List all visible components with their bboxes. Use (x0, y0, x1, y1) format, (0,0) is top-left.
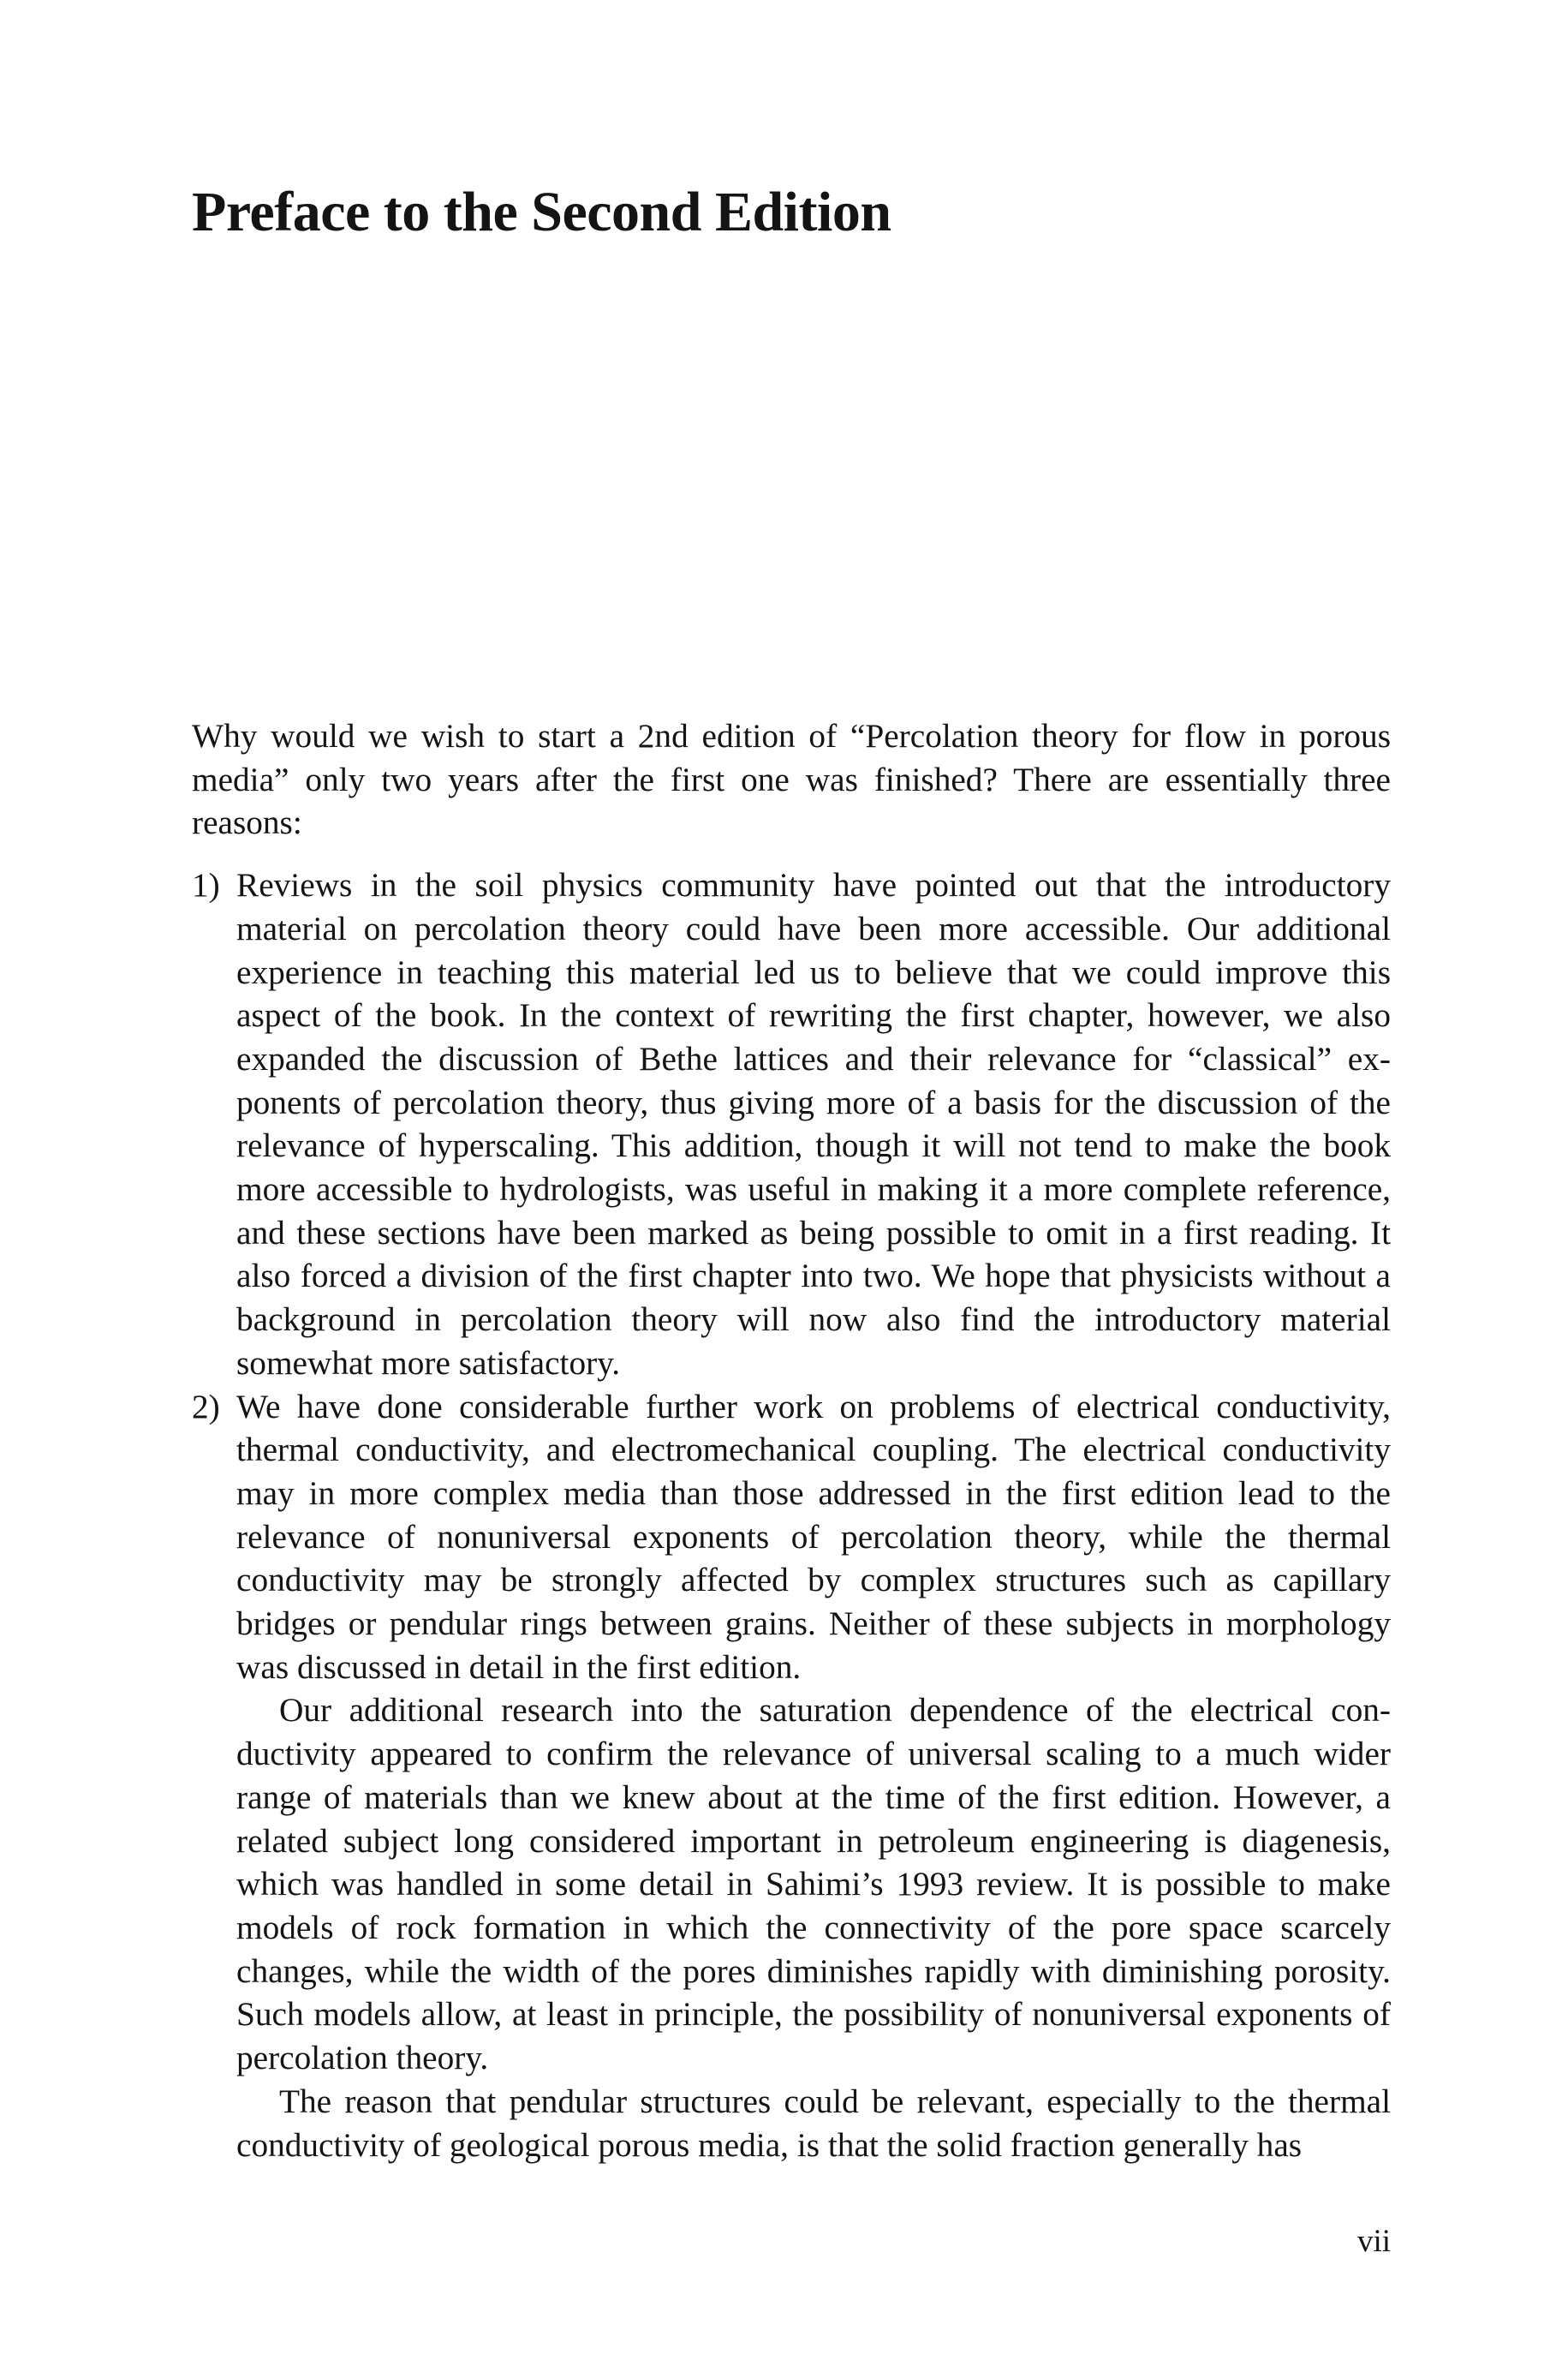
reason-number: 1) (192, 866, 220, 905)
reason-paragraph: Our additional research into the saturation dependence of the electrical conductivity appeared to confirm the relevance of universal scaling to a much wider range of materials than we knew about at the time of the first edition. However, a related subject long considered important in petroleum engineering is diagenesis, which was handled in some detail in Sahimi’s 1993 review. It is possible to make models of rock formation in which the connectivity of the pore space scarcely changes, while the width of the pores diminishes rapidly with diminishing porosity. Such models allow, at least in principle, the possibility of nonuniversal exponents of percolation theory. (236, 1691, 1391, 2077)
page-title: Preface to the Second Edition (192, 181, 891, 243)
reason-paragraph: We have done considerable further work on problems of electrical conductivity, thermal conductivity, and electromechanical coupling. The electrical conductivity may in more complex media than those addressed in the first edition lead to the relevance of nonuniversal exponents of percolation theory, while the thermal conductivity may be strongly affected by complex structures such as capillary bridges or pendular rings between grains. Neither of these subjects in morphology was discussed in detail in the first edition. (236, 1387, 1391, 1686)
reason-paragraph: The reason that pendular structures could be relevant, especially to the thermal conductivity of geological porous media, is that the solid fraction generally has (236, 2082, 1391, 2164)
reason-item-1 (192, 863, 1391, 1384)
reason-item-2 (192, 1385, 1391, 2167)
reason-paragraph: Reviews in the soil physics community have pointed out that the introductory material on percolation theory could have been more accessible. Our additional experience in teaching this material led us to believe that we could improve this aspect of the book. In the context of rewriting the first chapter, however, we also expanded the discussion of Bethe lattices and their relevance for “classical” exponents of percolation theory, thus giving more of a basis for the discussion of the relevance of hyperscaling. This addition, though it will not tend to make the book more accessible to hydrologists, was useful in making it a more complete reference, and these sections have been marked as being possible to omit in a first reading. It also forced a division of the first chapter into two. We hope that physicists without a background in percolation theory will now also find the introductory material somewhat more satisfactory. (236, 866, 1391, 1382)
intro-paragraph: Why would we wish to start a 2nd edition of “Percolation theory for flow in porous media” only two years after the first one was finished? There are essentially three reasons: (192, 717, 1391, 842)
reasons-list (192, 863, 1391, 2166)
reason-number: 2) (192, 1387, 220, 1425)
page-number: vii (1356, 2224, 1391, 2259)
preface-body (192, 714, 1391, 2166)
